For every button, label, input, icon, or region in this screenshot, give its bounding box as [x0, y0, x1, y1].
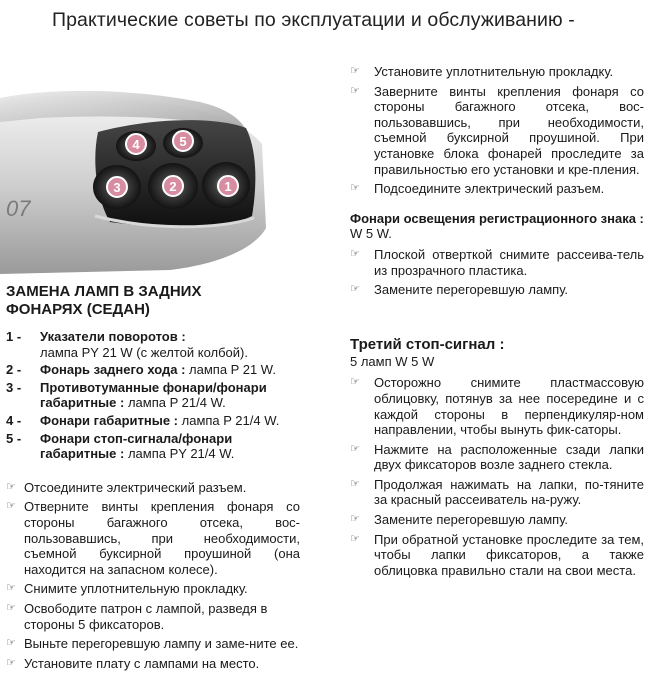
list-item: ☞ Заверните винты крепления фонаря со стороны багажного отсека, вос-пользовавшись, при необходимости, съемной буксирной проушиной. При установке блока фонарей проследите за правильностью его установки и кре-пления.: [350, 83, 644, 177]
third-brake-light-title: Третий стоп-сигнал :: [350, 335, 505, 353]
list-item: ☞ Установите уплотнительную прокладку.: [350, 64, 614, 79]
list-item: ☞ Подсоедините электрический разъем.: [350, 181, 605, 197]
lamp-item-name: Указатели поворотов :: [40, 329, 186, 344]
rear-lights-photo: [0, 88, 270, 274]
lamp-item-3: [0, 380, 300, 411]
list-item: ☞ Отверните винты крепления фонаря со стороны багажного отсека, вос-пользовавшись, при необходимости, съемной буксирной проушиной (она находится на запасном колесе).: [6, 499, 300, 577]
pointing-hand-icon: ☞: [350, 513, 360, 526]
lamp-item-5: [0, 431, 300, 462]
lamp-item-name: Фонари габаритные :: [40, 412, 178, 428]
callout-2: 2: [169, 179, 177, 194]
callout-5: 5: [179, 134, 187, 149]
pointing-hand-icon: ☞: [6, 582, 16, 595]
lamp-item-number: 2 -: [6, 362, 22, 378]
lamp-item-lamp: лампа P 21 W.: [189, 362, 276, 378]
lamp-item-lamp: лампа P 21/4 W.: [181, 412, 280, 428]
pointing-hand-icon: ☞: [350, 247, 360, 260]
lamp-item-number: 5 -: [6, 430, 22, 446]
pointing-hand-icon: ☞: [350, 376, 360, 389]
pointing-hand-icon: ☞: [350, 65, 360, 77]
pointing-hand-icon: ☞: [350, 182, 360, 195]
pointing-hand-icon: ☞: [350, 84, 360, 97]
lamp-item-number: 3 -: [6, 379, 22, 395]
section-title-line2: ФОНАРЯХ (СЕДАН): [6, 301, 150, 318]
left-column: [0, 283, 300, 675]
pointing-hand-icon: ☞: [6, 637, 16, 650]
lamp-item-4: [0, 413, 300, 429]
list-item: ☞ Продолжая нажимать на лапки, по-тяните за красный рассеиватель на-ружу.: [350, 476, 644, 508]
pointing-hand-icon: ☞: [350, 477, 360, 490]
pointing-hand-icon: ☞: [6, 500, 16, 513]
list-item: ☞ При обратной установке проследите за тем, чтобы лапки фиксаторов, а также облицовка правильно стали на свои места.: [350, 531, 644, 578]
lamp-item-lamp: лампа PY 21/4 W.: [127, 446, 235, 462]
lamp-item-number: 4 -: [6, 412, 22, 428]
pointing-hand-icon: ☞: [6, 480, 16, 493]
list-item: ☞ Замените перегоревшую лампу.: [350, 512, 569, 528]
list-item: ☞ Замените перегоревшую лампу.: [350, 282, 569, 298]
lamp-item-name: Противотуманные фонари/фонари габаритные :: [40, 379, 267, 411]
list-item: ☞ Отсоедините электрический разъем.: [6, 479, 247, 495]
plate-light-lamp: W 5 W.: [350, 226, 392, 242]
list-item: ☞ Снимите уплотнительную прокладку.: [6, 581, 248, 597]
lamp-item-2: [0, 362, 300, 378]
pointing-hand-icon: ☞: [6, 601, 16, 614]
svg-text:07: 07: [6, 196, 31, 221]
plate-light-title: Фонари освещения регистрационного знака : W 5 W.: [350, 210, 644, 242]
list-item: ☞ Нажмите на расположенные сзади лапки двух фиксаторов возле заднего стекла.: [350, 441, 644, 473]
callout-1: 1: [224, 179, 232, 194]
right-column: [344, 64, 644, 582]
lamp-item-lamp: лампа PY 21 W (с желтой колбой).: [40, 344, 248, 360]
page-header-title: Практические советы по эксплуатации и обслуживанию -: [52, 9, 575, 31]
left-steps-list: [0, 480, 300, 672]
list-item: ☞ Выньте перегоревшую лампу и заме-ните ее.: [6, 636, 299, 652]
list-item: ☞ Освободите патрон с лампой, разведя в стороны 5 фиксаторов.: [6, 600, 268, 632]
section-title: [0, 283, 300, 319]
callout-4: 4: [132, 137, 140, 152]
pointing-hand-icon: ☞: [6, 656, 16, 669]
pointing-hand-icon: ☞: [350, 532, 360, 545]
section-title-line1: ЗАМЕНА ЛАМП В ЗАДНИХ: [6, 283, 202, 300]
pointing-hand-icon: ☞: [350, 442, 360, 455]
lamp-item-number: 1 -: [6, 329, 22, 344]
callout-3: 3: [113, 180, 121, 195]
pointing-hand-icon: ☞: [350, 283, 360, 296]
list-item: ☞ Плоской отверткой снимите рассеива-тель из прозрачного пластика.: [350, 246, 644, 278]
lamp-item-name: Фонарь заднего хода :: [40, 362, 186, 378]
list-item: ☞ Установите плату с лампами на место.: [6, 655, 260, 671]
list-item: ☞ Осторожно снимите пластмассовую облицовку, потянув за нее посередине и с каждой стороны в перпендикуляр-ном направлении, чтобы вынуть фик-саторы.: [350, 375, 644, 438]
lamp-item-lamp: лампа P 21/4 W.: [127, 395, 226, 411]
third-brake-light-lamps: 5 ламп W 5 W: [350, 353, 435, 369]
lamp-item-name: Фонари стоп-сигнала/фонари габаритные :: [40, 430, 233, 462]
lamp-item-1: [0, 329, 300, 360]
